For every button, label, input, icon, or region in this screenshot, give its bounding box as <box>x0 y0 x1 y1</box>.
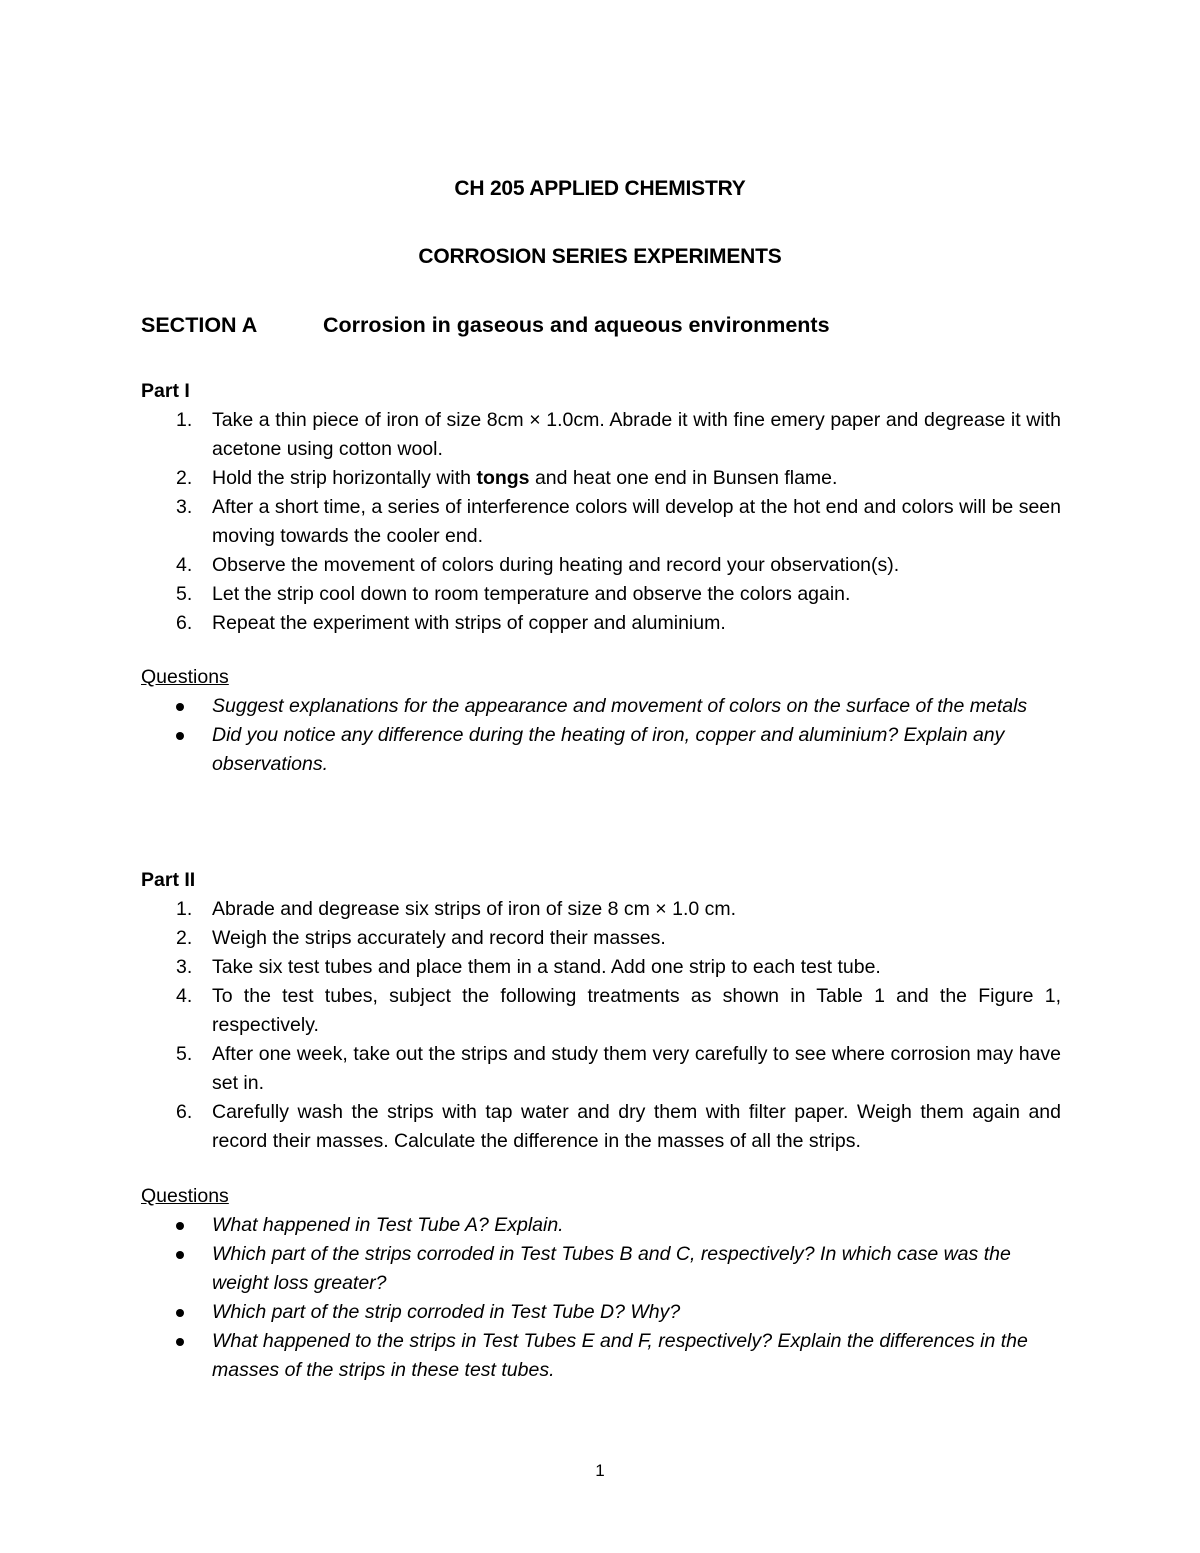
question-text: What happened to the strips in Test Tubes E and F, respectively? Explain the differences in the masses of the strips in these test tubes. <box>212 1330 1028 1381</box>
step-text: Take a thin piece of iron of size 8cm × 1.0cm. Abrade it with fine emery paper and degrease it with acetone using cotton wool. <box>212 409 1061 460</box>
step-item <box>141 580 1061 609</box>
step-number: 5. <box>176 583 193 605</box>
step-item <box>141 464 1061 493</box>
question-text: Did you notice any difference during the heating of iron, copper and aluminium? Explain any observations. <box>212 724 1005 775</box>
question-text: Which part of the strips corroded in Test Tubes B and C, respectively? In which case was the weight loss greater? <box>212 1243 1011 1294</box>
step-item <box>141 982 1061 1040</box>
part-1 <box>141 377 1061 638</box>
step-text: After a short time, a series of interference colors will develop at the hot end and colors will be seen moving towards the cooler end. <box>212 496 1061 547</box>
step-item <box>141 1098 1061 1156</box>
step-text: Let the strip cool down to room temperature and observe the colors again. <box>212 583 851 605</box>
questions-list <box>141 692 1061 779</box>
bullet-icon <box>176 1251 184 1259</box>
step-number: 5. <box>176 1043 193 1065</box>
step-text: Repeat the experiment with strips of copper and aluminium. <box>212 612 726 634</box>
section-title: Corrosion in gaseous and aqueous environments <box>323 313 830 337</box>
questions-heading: Questions <box>141 1185 229 1207</box>
question-text: Which part of the strip corroded in Test Tube D? Why? <box>212 1301 681 1323</box>
page-number: 1 <box>595 1461 605 1480</box>
step-item <box>141 895 1061 924</box>
bullet-icon <box>176 1309 184 1317</box>
step-text: Weigh the strips accurately and record their masses. <box>212 927 666 949</box>
question-text: What happened in Test Tube A? Explain. <box>212 1214 564 1236</box>
part-1-heading: Part I <box>141 380 190 402</box>
step-number: 3. <box>176 956 193 978</box>
section-heading <box>141 313 1081 338</box>
bullet-icon <box>176 1222 184 1230</box>
step-number: 2. <box>176 467 193 489</box>
question-item <box>141 692 1061 721</box>
questions-list <box>141 1211 1061 1385</box>
question-item <box>141 1211 1061 1240</box>
question-item <box>141 1298 1061 1327</box>
part-1-steps <box>141 406 1061 638</box>
step-item <box>141 406 1061 464</box>
part-2-questions <box>141 1182 1061 1385</box>
step-item <box>141 1040 1061 1098</box>
step-text: Abrade and degrease six strips of iron of size 8 cm × 1.0 cm. <box>212 898 737 920</box>
question-item <box>141 1327 1061 1385</box>
step-number: 4. <box>176 985 193 1007</box>
step-text: Observe the movement of colors during heating and record your observation(s). <box>212 554 900 576</box>
course-title: CH 205 APPLIED CHEMISTRY <box>454 177 746 200</box>
section-label: SECTION A <box>141 313 258 337</box>
step-text-bold: tongs <box>476 467 530 489</box>
step-text-end: and heat one end in Bunsen flame. <box>529 467 838 489</box>
part-2-heading: Part II <box>141 869 196 891</box>
bullet-icon <box>176 1338 184 1346</box>
question-item <box>141 721 1061 779</box>
step-item <box>141 609 1061 638</box>
step-item <box>141 551 1061 580</box>
step-number: 1. <box>176 409 193 431</box>
step-item <box>141 953 1061 982</box>
step-number: 3. <box>176 496 193 518</box>
step-item <box>141 493 1061 551</box>
question-item <box>141 1240 1061 1298</box>
step-text: To the test tubes, subject the following treatments as shown in Table 1 and the Figure 1, respectively. <box>212 985 1061 1036</box>
part-2 <box>141 866 1061 1156</box>
step-text: Hold the strip horizontally with <box>212 467 477 489</box>
step-number: 6. <box>176 1101 193 1123</box>
step-number: 6. <box>176 612 193 634</box>
bullet-icon <box>176 703 184 711</box>
question-text: Suggest explanations for the appearance and movement of colors on the surface of the metals <box>212 695 1028 717</box>
part-2-steps <box>141 895 1061 1156</box>
part-1-questions <box>141 663 1061 779</box>
bullet-icon <box>176 732 184 740</box>
step-number: 1. <box>176 898 193 920</box>
step-item <box>141 924 1061 953</box>
step-text: After one week, take out the strips and study them very carefully to see where corrosion may have set in. <box>212 1043 1061 1094</box>
step-text: Take six test tubes and place them in a stand. Add one strip to each test tube. <box>212 956 881 978</box>
questions-heading: Questions <box>141 666 229 688</box>
step-number: 4. <box>176 554 193 576</box>
step-text: Carefully wash the strips with tap water and dry them with filter paper. Weigh them again and record their masses. Calculate the difference in the masses of all the strips. <box>212 1101 1061 1152</box>
step-number: 2. <box>176 927 193 949</box>
document-subtitle: CORROSION SERIES EXPERIMENTS <box>418 245 782 268</box>
